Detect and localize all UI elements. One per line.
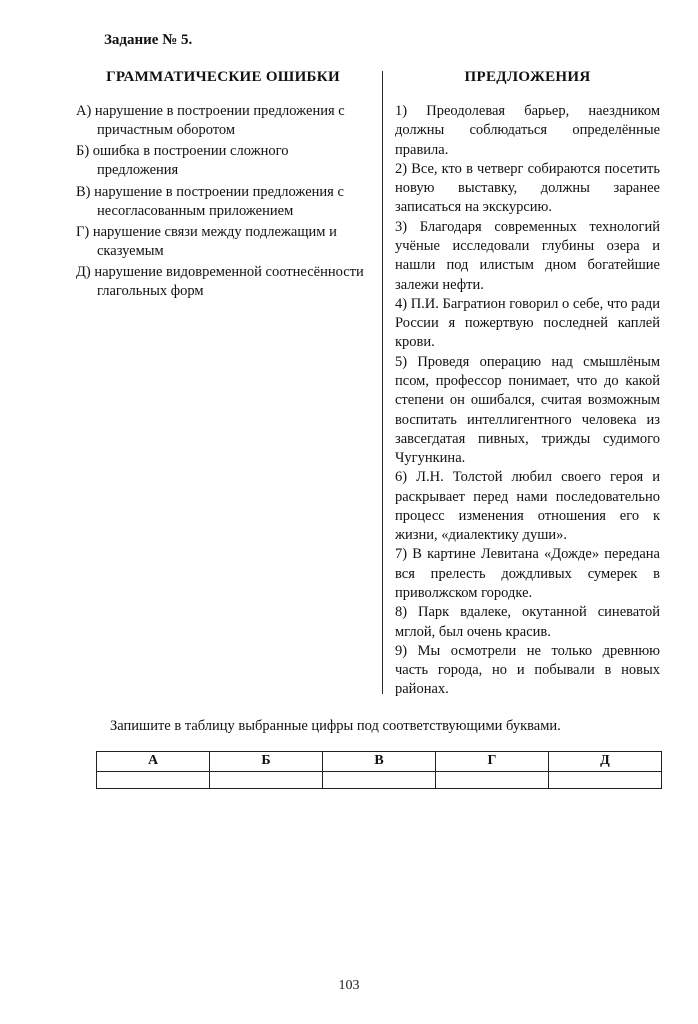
sentence-item-2: 2) Все, кто в четверг собираются посетить новую выставку, должны заранее записаться на экскурсию. bbox=[395, 160, 660, 216]
sentence-item-5: 5) Проведя операцию над смышлёным псом, профессор понимает, что до какой степени он ошибался, считая возможным воспитать интеллигентного человека из завсегдатая пивных, трижды судимого Чугункина. bbox=[395, 353, 660, 467]
errors-column-heading: ГРАММАТИЧЕСКИЕ ОШИБКИ bbox=[106, 69, 340, 85]
error-item-b: Б) ошибка в построении сложного предложения bbox=[76, 143, 289, 179]
error-item-d: Д) нарушение видовременной соотнесённости глагольных форм bbox=[76, 264, 364, 300]
error-item-v: В) нарушение в построении предложения с несогласованным приложением bbox=[76, 183, 344, 219]
answer-cell-b bbox=[210, 771, 323, 788]
errors-column bbox=[76, 69, 376, 700]
answer-cell-d bbox=[549, 771, 662, 788]
task-heading: Задание № 5. bbox=[104, 32, 193, 48]
sentences-column bbox=[389, 69, 660, 700]
column-divider bbox=[382, 71, 383, 694]
sentence-item-6: 6) Л.Н. Толстой любил своего героя и раскрывает перед нами последовательно процесс изменения отношения его к жизни, «диалектику души». bbox=[395, 469, 660, 544]
two-column-layout bbox=[76, 69, 660, 700]
page-number: 103 bbox=[338, 978, 360, 993]
column-header-a: А bbox=[97, 751, 210, 771]
answer-table-header-row bbox=[97, 751, 662, 771]
answer-table bbox=[96, 751, 662, 789]
sentence-item-3: 3) Благодаря современных технологий учёные исследовали глубины озера и нашли под илистым дном богатейшие залежи нефти. bbox=[395, 218, 660, 293]
answer-table-answer-row bbox=[97, 771, 662, 788]
column-header-v: В bbox=[323, 751, 436, 771]
answer-cell-v bbox=[323, 771, 436, 788]
instruction-text: Запишите в таблицу выбранные цифры под соответствующими буквами. bbox=[110, 717, 561, 734]
sentence-item-9: 9) Мы осмотрели не только древнюю часть города, но и побывали в новых районах. bbox=[395, 642, 660, 698]
sentence-item-7: 7) В картине Левитана «Дожде» передана вся прелесть дождливых сумерек в приволжском городке. bbox=[395, 546, 660, 602]
answer-cell-a bbox=[97, 771, 210, 788]
column-header-g: Г bbox=[436, 751, 549, 771]
answer-cell-g bbox=[436, 771, 549, 788]
sentence-item-1: 1) Преодолевая барьер, наездником должны соблюдаться определённые правила. bbox=[395, 103, 660, 158]
column-header-d: Д bbox=[549, 751, 662, 771]
error-item-a: А) нарушение в построении предложения с причастным оборотом bbox=[76, 103, 345, 139]
sentence-item-4: 4) П.И. Багратион говорил о себе, что ради России я пожертвую последней каплей крови. bbox=[395, 295, 660, 351]
error-item-g: Г) нарушение связи между подлежащим и сказуемым bbox=[76, 223, 337, 259]
sentence-item-8: 8) Парк вдалеке, окутанной синеватой мглой, был очень красив. bbox=[395, 604, 660, 640]
column-header-b: Б bbox=[210, 751, 323, 771]
sentences-column-heading: ПРЕДЛОЖЕНИЯ bbox=[464, 69, 591, 85]
